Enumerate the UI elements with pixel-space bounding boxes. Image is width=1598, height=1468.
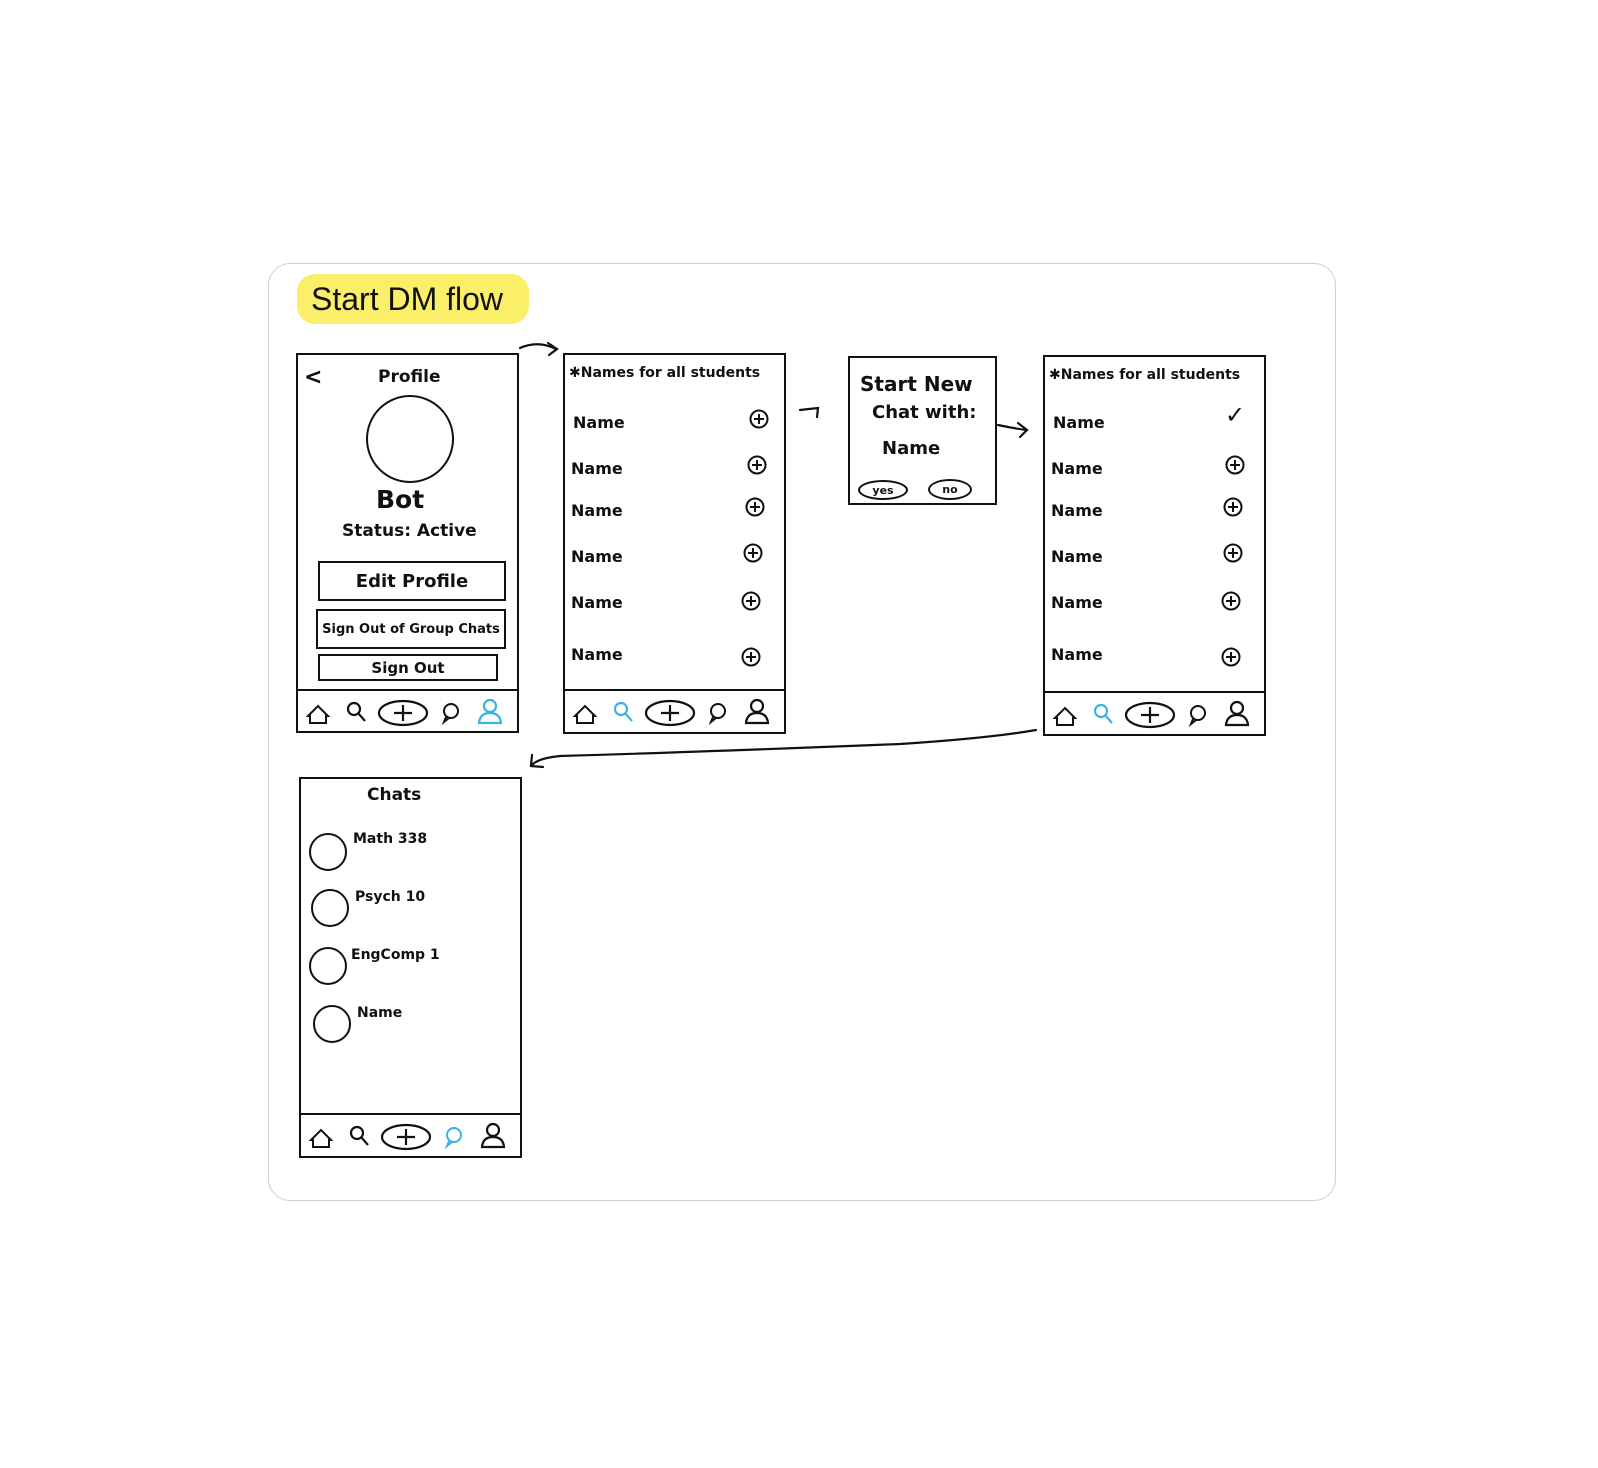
profile-name: Bot — [376, 485, 425, 514]
edit-profile-button[interactable]: Edit Profile — [318, 561, 506, 601]
list-header: ✱Names for all students — [569, 365, 761, 381]
page-title: Profile — [378, 367, 441, 387]
list-item[interactable]: Name — [573, 413, 625, 432]
star-icon: ✱ — [1049, 367, 1061, 383]
list-item[interactable]: Name — [571, 547, 623, 566]
star-icon: ✱ — [569, 365, 581, 381]
chat-item-label[interactable]: Psych 10 — [355, 889, 426, 905]
sign-out-button[interactable]: Sign Out — [318, 654, 498, 681]
list-item[interactable]: Name — [1051, 459, 1103, 478]
list-item[interactable]: Name — [1051, 501, 1103, 520]
list-item[interactable]: Name — [571, 459, 623, 478]
list-item[interactable]: Name — [571, 645, 623, 664]
sign-out-group-chats-button[interactable]: Sign Out of Group Chats — [316, 609, 506, 649]
status-text: Status: Active — [342, 521, 477, 541]
yes-button[interactable]: yes — [858, 480, 908, 500]
list-item[interactable]: Name — [1051, 547, 1103, 566]
dialog-name: Name — [882, 438, 941, 459]
board-title: Start DM flow — [297, 274, 529, 324]
list-header: ✱Names for all students — [1049, 367, 1241, 383]
page-title: Chats — [367, 785, 422, 805]
arrow-students-to-dialog — [800, 408, 818, 417]
list-item[interactable]: Name — [1051, 593, 1103, 612]
list-item[interactable]: Name — [1051, 645, 1103, 664]
back-button[interactable]: < — [304, 365, 323, 390]
chat-item-label[interactable]: Name — [357, 1005, 403, 1021]
dialog-line-1: Start New — [860, 372, 973, 396]
list-item-selected[interactable]: Name — [1053, 413, 1105, 432]
no-button[interactable]: no — [928, 479, 972, 500]
dialog-line-2: Chat with: — [872, 402, 977, 423]
list-item[interactable]: Name — [571, 501, 623, 520]
checkmark-icon[interactable]: ✓ — [1225, 401, 1246, 429]
arrow-selected-to-chats — [533, 730, 1036, 764]
list-item[interactable]: Name — [571, 593, 623, 612]
chat-item-label[interactable]: Math 338 — [353, 831, 428, 847]
chat-item-label[interactable]: EngComp 1 — [351, 947, 440, 963]
